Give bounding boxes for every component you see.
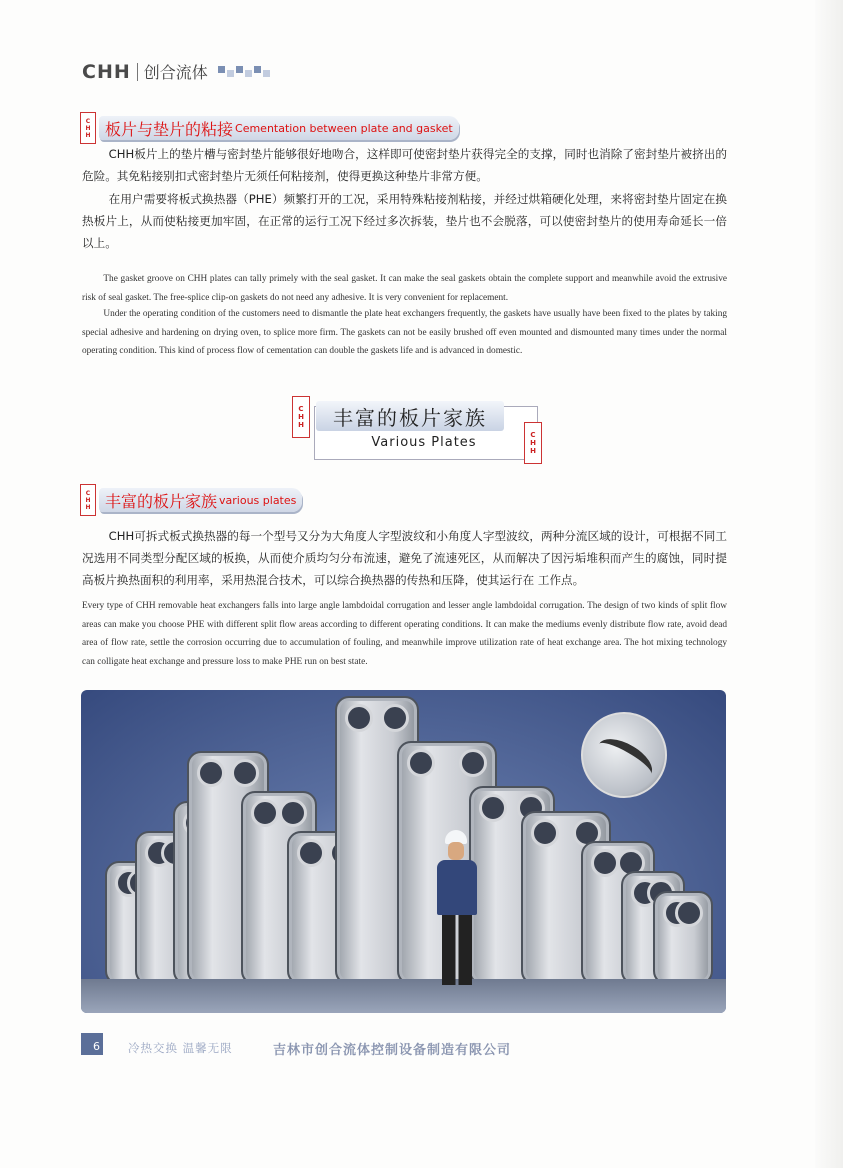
section-title-bar [99,488,302,512]
section-title-cn: 板片与垫片的粘接 [105,119,234,139]
brand-divider [137,63,138,81]
plates-photo [81,690,726,1013]
paragraph-en-2: Under the operating condition of the customers need to dismantle the plate heat exchangers frequently, the gaskets have usually have been fixed to the plates by taking special adhesive and hardening on drying oven, to splice more firm. The gaskets can not be easily brushed off even mounted and dismounted many times under the normal operating condition. This kind of process flow of cementation can double the gaskets life and is advanced in domestic. [82,309,727,356]
chh-tab-icon: C H H [292,396,310,438]
footer-company: 吉林市创合流体控制设备制造有限公司 [273,1043,512,1058]
brand-header [82,60,270,83]
worker-figure [427,830,487,990]
banner-title-en: Various Plates [371,435,477,450]
page-number: 6 [81,1033,103,1055]
section-heading-various-plates [80,485,302,515]
chh-tab-icon: C H H [524,422,542,464]
gasket-detail-inset [581,712,667,798]
paragraph-cn-3: CHH可拆式板式换热器的每一个型号又分为大角度人字型波纹和小角度人字型波纹，两种分流区域的设计，可根据不同工况选用不同类型分配区域的板换，从而使介质均匀分布流速，避免了流速死区，从而解决了因污垢堆积而产生的腐蚀，同时提高板片换热面积的利用率，采用热混合技术，可以综合换热器的传热和压降，使其运行在 工作点。 [82,529,727,587]
paragraph-cn-1: CHH板片上的垫片槽与密封垫片能够很好地吻合，这样即可使密封垫片获得完全的支撑，同时也消除了密封垫片被挤出的危险。其免粘接别扣式密封垫片无须任何粘接剂，使得更换这种垫片非常方便。 [82,147,727,183]
chh-tab-icon: C H H [80,112,96,144]
banner-title-cn: 丰富的板片家族 [316,401,504,431]
page-edge [815,0,843,1168]
section-title-cn: 丰富的板片家族 [105,491,218,511]
paragraph-cn-2: 在用户需要将板式换热器（PHE）频繁打开的工况，采用特殊粘接剂粘接，并经过烘箱硬化处理，来将密封垫片固定在换热板片上，从而使粘接更加牢固，在正常的运行工况下经过多次拆装，垫片也不会脱落，可以使密封垫片的使用寿命延长一倍以上。 [82,192,727,250]
footer-slogan: 冷热交换 温馨无限 [128,1041,233,1055]
paragraph-en-1: The gasket groove on CHH plates can tally primely with the seal gasket. It can make the seal gaskets obtain the complete support and meanwhile avoid the extrusive risk of seal gasket. The free-splice clip-on gaskets do not need any adhesive. It is very convenient for replacement. [82,274,727,303]
photo-floor [81,979,726,1013]
heat-exchanger-plate [653,891,713,985]
section-title-en: Cementation between plate and gasket [235,121,453,135]
brand-pattern-icon [218,66,270,77]
paragraph-en-3: Every type of CHH removable heat exchangers falls into large angle lambdoidal corrugation and lesser angle lambdoidal corrugation. The design of two kinds of split flow areas can make you choose PHE with different split flow areas according to different operating conditions. It can make the mediums evenly distribute flow rate, avoid dead area of flow rate, settle the corrosion occurring due to accumulation of fouling, and meanwhile improve utilization rate of heat exchange area. The hot mixing technology can colligate heat exchange and pressure loss to make PHE run on best state. [82,601,727,667]
chh-tab-icon: C H H [80,484,96,516]
section-title-bar [99,116,459,140]
section-heading-cementation [80,113,459,143]
section-title-en: various plates [219,493,297,507]
brand-name: 创合流体 [143,63,208,82]
brand-logo: CHH [82,60,131,83]
various-plates-banner [292,396,542,464]
